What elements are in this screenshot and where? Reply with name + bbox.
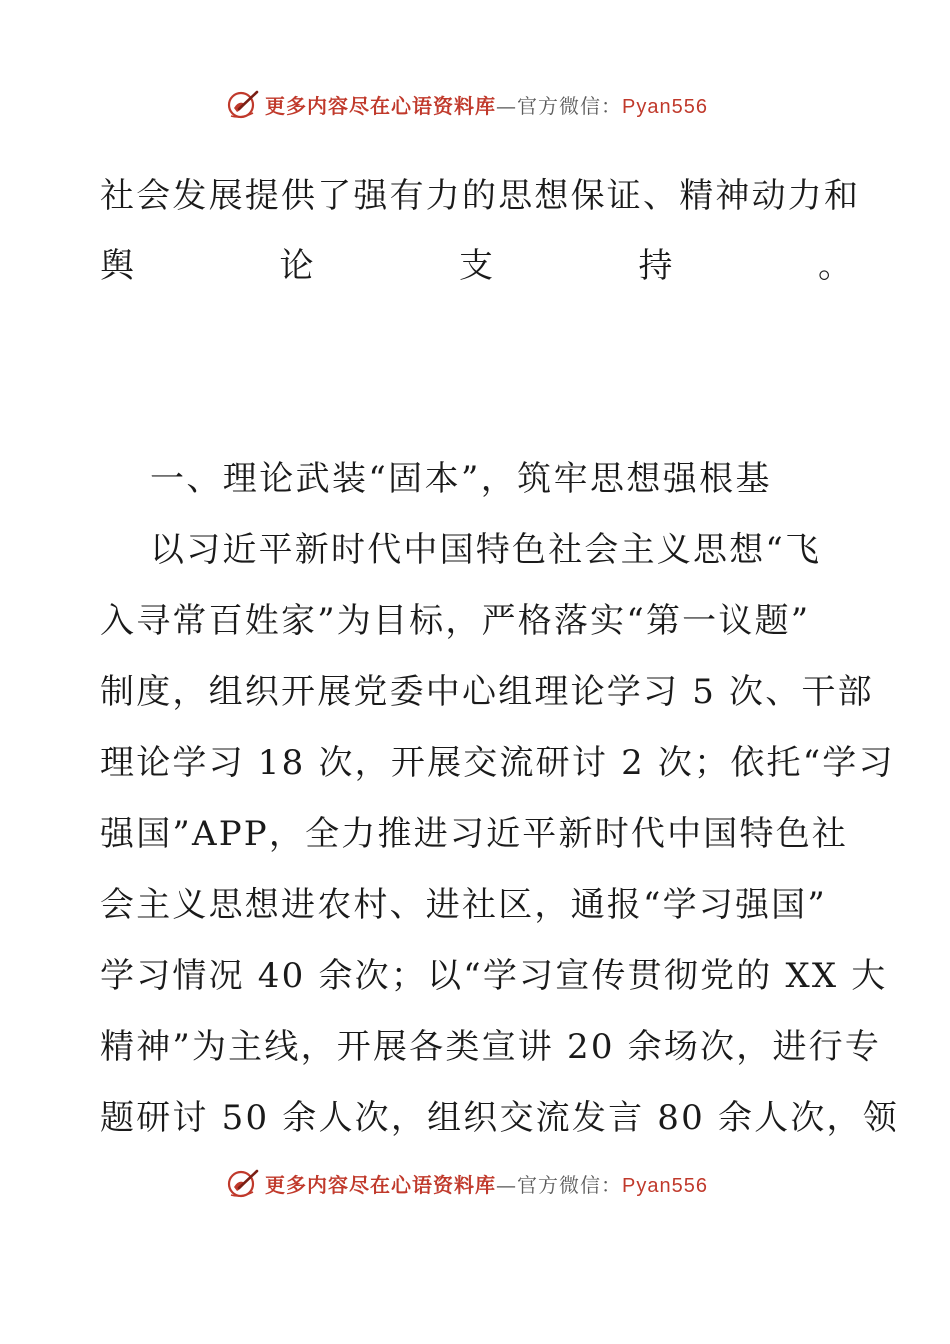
section-heading: 一、理论武装“固本”，筑牢思想强根基: [150, 459, 772, 499]
text-line-continued-1: 社会发展提供了强有力的思想保证、精神动力和: [100, 176, 861, 216]
watermark-dash: —: [496, 93, 517, 118]
watermark-brand: 更多内容尽在心语资料库: [265, 1172, 496, 1197]
paragraph-line: 精神”为主线，开展各类宣讲 20 余场次，进行专: [100, 1027, 882, 1067]
paragraph-line: 题研讨 50 余人次，组织交流发言 80 余人次，领: [100, 1098, 899, 1138]
watermark-wechat-id: Pyan556: [622, 1174, 708, 1197]
watermark-dash: —: [496, 1172, 517, 1197]
watermark-brand: 更多内容尽在心语资料库: [265, 93, 496, 118]
watermark-footer: [225, 1163, 708, 1203]
text-line-continued-2: [100, 246, 852, 286]
paragraph-line: 会主义思想进农村、进社区，通报“学习强国”: [100, 885, 827, 925]
justified-char: 。: [818, 246, 852, 286]
watermark-label: 官方微信：: [517, 93, 622, 118]
paragraph-line: 制度，组织开展党委中心组理论学习 5 次、干部: [100, 672, 874, 712]
paragraph-line: 学习情况 40 余次；以“学习宣传贯彻党的 XX 大: [100, 956, 888, 996]
justified-char: 持: [638, 246, 673, 286]
paragraph-line: 理论学习 18 次，开展交流研讨 2 次；依托“学习: [100, 743, 895, 783]
pen-logo-icon: [225, 86, 261, 122]
paragraph-line: 入寻常百姓家”为目标，严格落实“第一议题”: [100, 601, 811, 641]
paragraph-line: 以习近平新时代中国特色社会主义思想“飞: [150, 530, 822, 570]
justified-char: 论: [279, 246, 314, 286]
watermark-label: 官方微信：: [517, 1172, 622, 1197]
justified-char: 舆: [100, 246, 134, 286]
paragraph-line: 强国”APP，全力推进习近平新时代中国特色社: [100, 814, 849, 854]
watermark-header: [225, 84, 708, 124]
watermark-wechat-id: Pyan556: [622, 95, 708, 118]
pen-logo-icon: [225, 1165, 261, 1201]
justified-char: 支: [459, 246, 493, 286]
